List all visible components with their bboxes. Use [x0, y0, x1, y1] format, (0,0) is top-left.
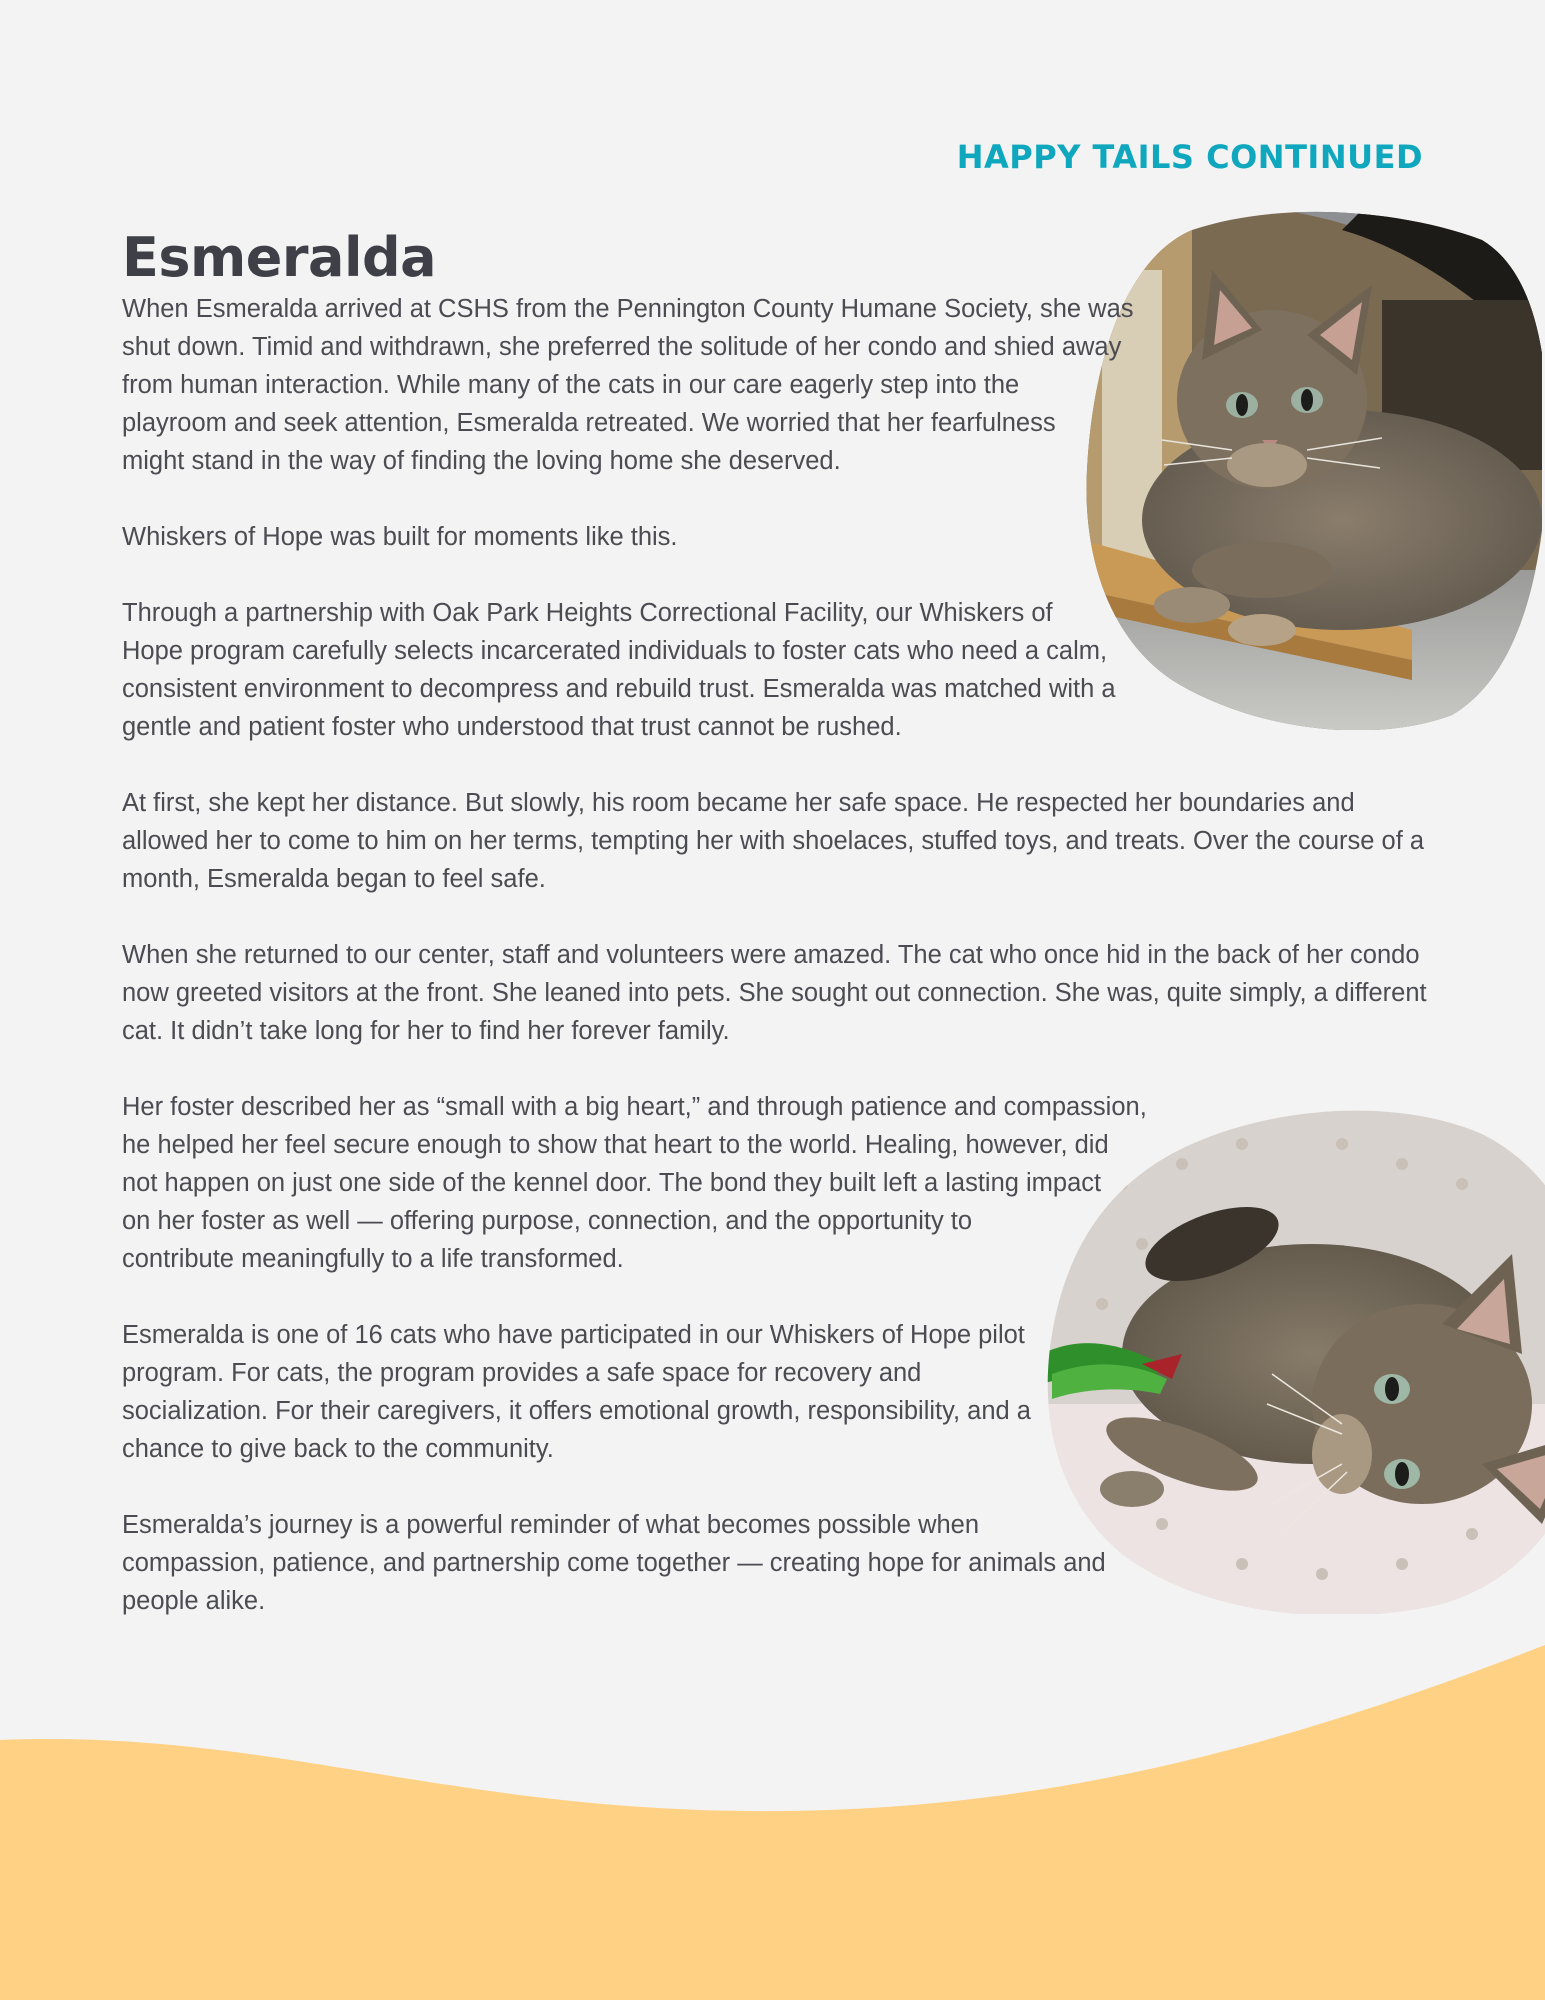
paragraph-4: At first, she kept her distance. But slowly, his room became her safe space. He respected her boundaries and allowed her to come to him on her terms, tempting her with shoelaces, stuffed toys, and treats. Over the course of a month, Esmeralda began to feel safe. — [122, 789, 1425, 893]
paragraph-3: Through a partnership with Oak Park Heights Correctional Facility, our Whiskers of Hope program carefully selects incarcerated individuals to foster cats who need a calm, consistent environment to decompress and rebuild trust. Esmeralda was matched with a gentle and patient foster who understood that trust cannot be rushed. — [122, 599, 1116, 741]
paragraph-1: When Esmeralda arrived at CSHS from the Pennington County Humane Society, she was shut down. Timid and withdrawn, she preferred the solitude of her condo and shied away from human interaction. While many of the cats in our care eagerly step into the playroom and seek attention, Esmeralda retreated. We worried that her fearfulness might stand in the way of finding the loving home she deserved. — [122, 295, 1134, 475]
paragraph-5: When she returned to our center, staff and volunteers were amazed. The cat who once hid in the back of her condo now greeted visitors at the front. She leaned into pets. She sought out connection. She was, quite simply, a different cat. It didn’t take long for her to find her forever family. — [122, 941, 1427, 1045]
cat-photo-lying — [1042, 1104, 1545, 1614]
story-body — [122, 290, 1432, 1658]
paragraph-7: Esmeralda is one of 16 cats who have participated in our Whiskers of Hope pilot program. For cats, the program provides a safe space for recovery and socialization. For their caregivers, it offers emotional growth, responsibility, and a chance to give back to the community. — [122, 1321, 1031, 1463]
decorative-wave — [0, 1620, 1545, 2000]
cat-photo-sitting — [1082, 210, 1542, 730]
story-title: Esmeralda — [122, 226, 437, 289]
paragraph-8: Esmeralda’s journey is a powerful reminder of what becomes possible when compassion, patience, and partnership come together — creating hope for animals and people alike. — [122, 1511, 1106, 1615]
paragraph-6: Her foster described her as “small with a big heart,” and through patience and compassion, he helped her feel secure enough to show that heart to the world. Healing, however, did not happen on just one side of the kennel door. The bond they built left a lasting impact on her foster as well — offering purpose, connection, and the opportunity to contribute meaningfully to a life transformed. — [122, 1093, 1147, 1273]
paragraph-2: Whiskers of Hope was built for moments like this. — [122, 523, 678, 551]
section-label: HAPPY TAILS CONTINUED — [956, 138, 1423, 176]
wave-shape — [0, 1645, 1545, 2000]
